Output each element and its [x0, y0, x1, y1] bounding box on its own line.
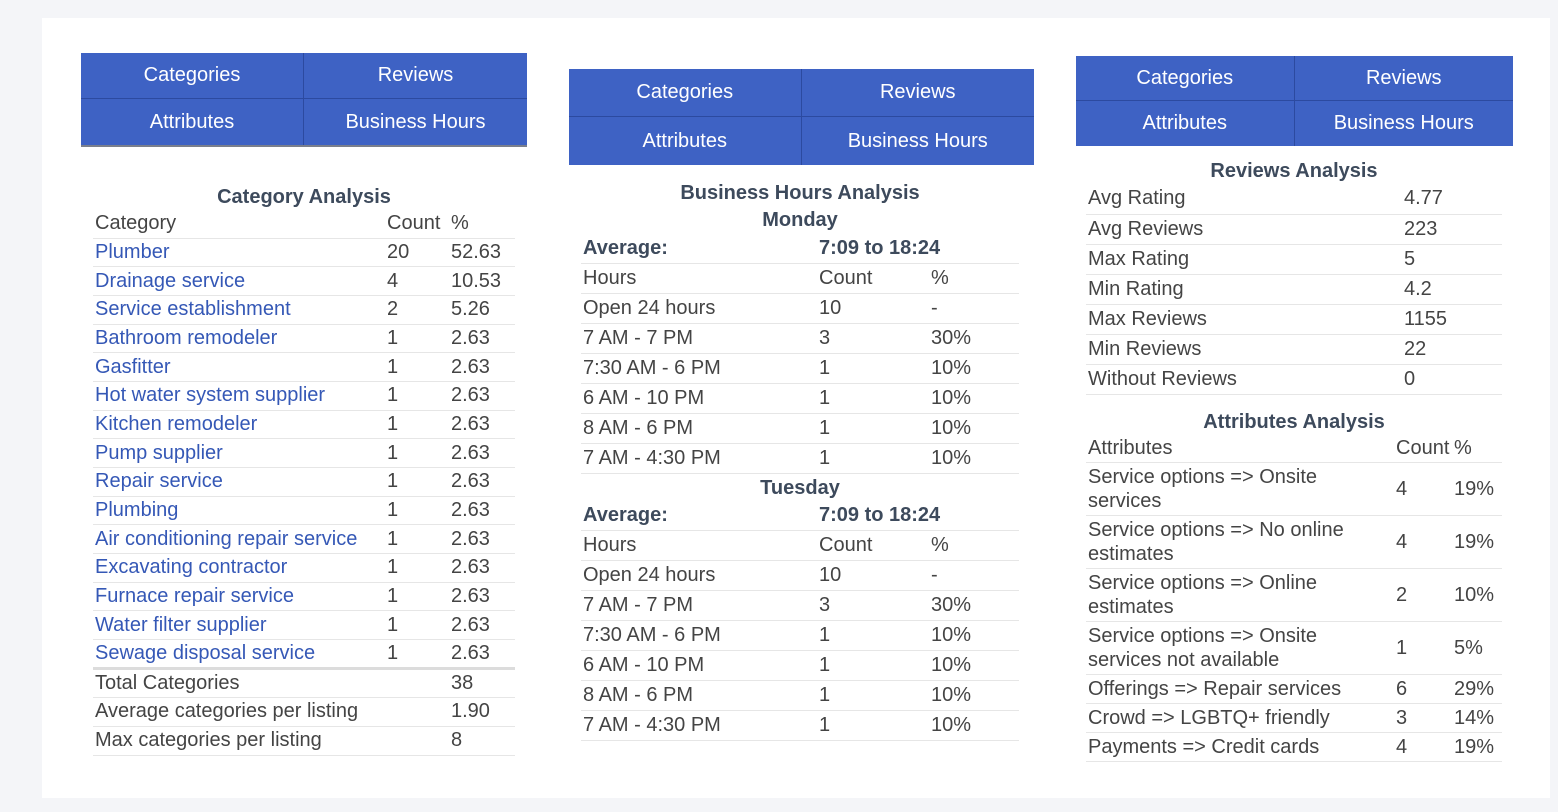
table-row [93, 496, 515, 525]
percent-cell: 2.63 [449, 496, 515, 525]
percent-cell: 29% [1452, 675, 1502, 704]
average-label: Average: [581, 502, 817, 531]
summary-row [93, 697, 515, 726]
table-row [93, 267, 515, 296]
nav-business-hours-button[interactable]: Business Hours [1333, 112, 1474, 134]
table-row [1086, 214, 1502, 244]
nav-categories-button[interactable]: Categories [81, 53, 304, 99]
table-row [581, 413, 1019, 443]
reviews-analysis-title: Reviews Analysis [1210, 160, 1378, 182]
table-row [581, 621, 1019, 651]
count-cell: 3 [817, 323, 929, 353]
count-cell: 1 [385, 381, 449, 410]
hours-cell: 6 AM - 10 PM [581, 383, 817, 413]
table-row [1086, 463, 1502, 516]
count-cell: 1 [385, 611, 449, 640]
table-row [93, 611, 515, 640]
reviews-panel [1076, 56, 1513, 146]
percent-cell: 2.63 [449, 525, 515, 554]
nav-menu [81, 53, 527, 145]
table-row [581, 323, 1019, 353]
category-link[interactable]: Gasfitter [93, 353, 385, 382]
table-row [581, 651, 1019, 681]
column-header: % [1452, 435, 1502, 463]
metric-value: 0 [1402, 364, 1502, 394]
nav-attributes-button[interactable]: Attributes [1076, 101, 1295, 146]
percent-cell: 10% [929, 443, 1019, 473]
metric-label: Without Reviews [1086, 364, 1402, 394]
hours-cell: 7:30 AM - 6 PM [581, 621, 817, 651]
table-header-row [1086, 435, 1502, 463]
category-table [93, 210, 515, 756]
column-header: Category [93, 210, 385, 238]
count-cell: 10 [817, 293, 929, 323]
table-row [1086, 704, 1502, 733]
metric-label: Max Reviews [1086, 304, 1402, 334]
category-panel [81, 53, 527, 145]
table-row [1086, 569, 1502, 622]
metric-label: Min Rating [1086, 274, 1402, 304]
attributes-analysis-title: Attributes Analysis [1203, 410, 1385, 433]
table-row [1086, 622, 1502, 675]
table-row [1086, 733, 1502, 762]
metric-value: 223 [1402, 214, 1502, 244]
average-value: 7:09 to 18:24 [817, 502, 1019, 531]
metric-value: 5 [1402, 244, 1502, 274]
metric-value: 4.2 [1402, 274, 1502, 304]
count-cell: 1 [1394, 622, 1452, 675]
metric-label: Min Reviews [1086, 334, 1402, 364]
count-cell: 1 [817, 353, 929, 383]
nav-attributes-button[interactable]: Attributes [81, 99, 304, 145]
percent-cell: 14% [1452, 704, 1502, 733]
count-cell: 2 [385, 295, 449, 324]
table-row [1086, 516, 1502, 569]
table-row [581, 591, 1019, 621]
count-cell: 1 [817, 681, 929, 711]
nav-attributes-button[interactable]: Attributes [569, 117, 802, 165]
table-row [1086, 304, 1502, 334]
category-link[interactable]: Plumbing [93, 496, 385, 525]
count-cell: 20 [385, 238, 449, 267]
percent-cell: 2.63 [449, 410, 515, 439]
average-row [581, 234, 1019, 263]
table-row [93, 439, 515, 468]
count-cell: 4 [1394, 733, 1452, 762]
column-header: Count [385, 210, 449, 238]
average-value: 7:09 to 18:24 [817, 234, 1019, 263]
attribute-label: Service options => No online estimates [1086, 516, 1394, 569]
metric-value: 22 [1402, 334, 1502, 364]
hours-cell: 7 AM - 7 PM [581, 323, 817, 353]
attribute-label: Service options => Onsite services not available [1086, 622, 1394, 675]
nav-business-hours-button[interactable]: Business Hours [345, 110, 486, 133]
percent-cell: 10% [929, 353, 1019, 383]
percent-cell: 10% [929, 711, 1019, 741]
count-cell: 1 [385, 353, 449, 382]
hours-cell: Open 24 hours [581, 561, 817, 591]
column-header: Count [817, 263, 929, 293]
percent-cell: 2.63 [449, 468, 515, 497]
attribute-label: Service options => Online estimates [1086, 569, 1394, 622]
hours-table [581, 502, 1019, 742]
category-link[interactable]: Air conditioning repair service [93, 525, 385, 554]
percent-cell: 10% [929, 621, 1019, 651]
percent-cell: 10% [929, 681, 1019, 711]
count-cell: 1 [385, 410, 449, 439]
summary-label: Max categories per listing [93, 726, 449, 755]
metric-value: 1155 [1402, 304, 1502, 334]
reviews-table [1086, 184, 1502, 395]
hours-cell: 7 AM - 7 PM [581, 591, 817, 621]
table-row [93, 582, 515, 611]
attributes-table [1086, 435, 1502, 763]
percent-cell: 2.63 [449, 582, 515, 611]
nav-categories-button[interactable]: Categories [569, 69, 802, 117]
count-cell: 3 [1394, 704, 1452, 733]
count-cell: 1 [817, 621, 929, 651]
column-header: Attributes [1086, 435, 1394, 463]
table-row [93, 324, 515, 353]
count-cell: 1 [385, 496, 449, 525]
percent-cell: 5.26 [449, 295, 515, 324]
count-cell: 1 [817, 383, 929, 413]
hours-cell: 6 AM - 10 PM [581, 651, 817, 681]
count-cell: 1 [385, 468, 449, 497]
category-analysis [93, 184, 515, 756]
table-header-row [581, 263, 1019, 293]
count-cell: 1 [385, 582, 449, 611]
table-row [93, 468, 515, 497]
day-title: Monday [762, 209, 838, 231]
percent-cell: 19% [1452, 516, 1502, 569]
category-link[interactable]: Bathroom remodeler [93, 324, 385, 353]
table-row [1086, 274, 1502, 304]
business-hours-panel [569, 69, 1034, 165]
count-cell: 1 [817, 711, 929, 741]
table-row [581, 561, 1019, 591]
percent-cell: 2.63 [449, 611, 515, 640]
table-row [1086, 244, 1502, 274]
table-row [93, 295, 515, 324]
table-row [581, 681, 1019, 711]
category-link[interactable]: Kitchen remodeler [93, 410, 385, 439]
percent-cell: 10% [929, 383, 1019, 413]
summary-value: 38 [449, 668, 515, 697]
table-row [581, 711, 1019, 741]
category-link[interactable]: Water filter supplier [93, 611, 385, 640]
count-cell: 1 [385, 640, 449, 669]
count-cell: 3 [817, 591, 929, 621]
attribute-label: Offerings => Repair services [1086, 675, 1394, 704]
category-link[interactable]: Excavating contractor [93, 554, 385, 583]
percent-cell: 5% [1452, 622, 1502, 675]
attribute-label: Payments => Credit cards [1086, 733, 1394, 762]
hours-cell: 7:30 AM - 6 PM [581, 353, 817, 383]
percent-cell: 52.63 [449, 238, 515, 267]
summary-row [93, 668, 515, 697]
hours-cell: 7 AM - 4:30 PM [581, 711, 817, 741]
nav-reviews-button[interactable]: Reviews [802, 69, 1035, 117]
percent-cell: 30% [929, 591, 1019, 621]
percent-cell: - [929, 561, 1019, 591]
summary-value: 8 [449, 726, 515, 755]
average-row [581, 502, 1019, 531]
reviews-analysis [1086, 158, 1502, 762]
count-cell: 1 [385, 525, 449, 554]
percent-cell: 10% [1452, 569, 1502, 622]
count-cell: 1 [817, 413, 929, 443]
percent-cell: 10% [929, 413, 1019, 443]
table-row [1086, 675, 1502, 704]
table-row [581, 293, 1019, 323]
hours-cell: 8 AM - 6 PM [581, 413, 817, 443]
table-row [581, 353, 1019, 383]
business-hours-title: Business Hours Analysis [680, 182, 920, 204]
percent-cell: 30% [929, 323, 1019, 353]
nav-categories-button[interactable]: Categories [1076, 56, 1295, 101]
percent-cell: 2.63 [449, 439, 515, 468]
count-cell: 2 [1394, 569, 1452, 622]
category-link[interactable]: Drainage service [93, 267, 385, 296]
category-link[interactable]: Service establishment [93, 295, 385, 324]
hours-table [581, 234, 1019, 474]
column-header: % [929, 531, 1019, 561]
table-row [581, 443, 1019, 473]
category-analysis-title: Category Analysis [217, 186, 391, 208]
count-cell: 4 [1394, 463, 1452, 516]
table-row [93, 525, 515, 554]
summary-label: Average categories per listing [93, 697, 449, 726]
category-link[interactable]: Plumber [93, 238, 385, 267]
table-header-row [93, 210, 515, 238]
hours-cell: 7 AM - 4:30 PM [581, 443, 817, 473]
table-row [581, 383, 1019, 413]
nav-reviews-button[interactable]: Reviews [304, 53, 527, 99]
percent-cell: 2.63 [449, 640, 515, 669]
count-cell: 1 [385, 439, 449, 468]
table-row [93, 353, 515, 382]
count-cell: 6 [1394, 675, 1452, 704]
count-cell: 10 [817, 561, 929, 591]
table-row [93, 381, 515, 410]
category-link[interactable]: Hot water system supplier [93, 381, 385, 410]
percent-cell: 19% [1452, 733, 1502, 762]
column-header: Count [817, 531, 929, 561]
table-row [1086, 334, 1502, 364]
attribute-label: Service options => Onsite services [1086, 463, 1394, 516]
column-header: Count [1394, 435, 1452, 463]
count-cell: 1 [817, 651, 929, 681]
percent-cell: 2.63 [449, 554, 515, 583]
table-row [93, 640, 515, 669]
metric-value: 4.77 [1402, 184, 1502, 214]
count-cell: 4 [1394, 516, 1452, 569]
column-header: % [449, 210, 515, 238]
count-cell: 4 [385, 267, 449, 296]
percent-cell: 19% [1452, 463, 1502, 516]
summary-row [93, 726, 515, 755]
percent-cell: 2.63 [449, 381, 515, 410]
percent-cell: 2.63 [449, 324, 515, 353]
attribute-label: Crowd => LGBTQ+ friendly [1086, 704, 1394, 733]
table-header-row [581, 531, 1019, 561]
count-cell: 1 [385, 324, 449, 353]
table-row [93, 554, 515, 583]
nav-reviews-button[interactable]: Reviews [1295, 56, 1514, 101]
percent-cell: 2.63 [449, 353, 515, 382]
day-title: Tuesday [760, 476, 840, 499]
table-row [1086, 364, 1502, 394]
hours-cell: 8 AM - 6 PM [581, 681, 817, 711]
count-cell: 1 [817, 443, 929, 473]
category-link[interactable]: Furnace repair service [93, 582, 385, 611]
average-label: Average: [581, 234, 817, 263]
percent-cell: 10% [929, 651, 1019, 681]
column-header: Hours [581, 263, 817, 293]
metric-label: Max Rating [1086, 244, 1402, 274]
hours-cell: Open 24 hours [581, 293, 817, 323]
summary-label: Total Categories [93, 668, 449, 697]
column-header: Hours [581, 531, 817, 561]
nav-menu [569, 69, 1034, 165]
category-link[interactable]: Sewage disposal service [93, 640, 385, 669]
nav-menu [1076, 56, 1513, 146]
summary-value: 1.90 [449, 697, 515, 726]
business-hours-analysis [581, 180, 1019, 741]
count-cell: 1 [385, 554, 449, 583]
metric-label: Avg Rating [1086, 184, 1402, 214]
percent-cell: 10.53 [449, 267, 515, 296]
category-link[interactable]: Repair service [93, 468, 385, 497]
nav-business-hours-button[interactable]: Business Hours [847, 129, 988, 152]
table-row [93, 238, 515, 267]
column-header: % [929, 263, 1019, 293]
table-row [93, 410, 515, 439]
percent-cell: - [929, 293, 1019, 323]
category-link[interactable]: Pump supplier [93, 439, 385, 468]
metric-label: Avg Reviews [1086, 214, 1402, 244]
table-row [1086, 184, 1502, 214]
